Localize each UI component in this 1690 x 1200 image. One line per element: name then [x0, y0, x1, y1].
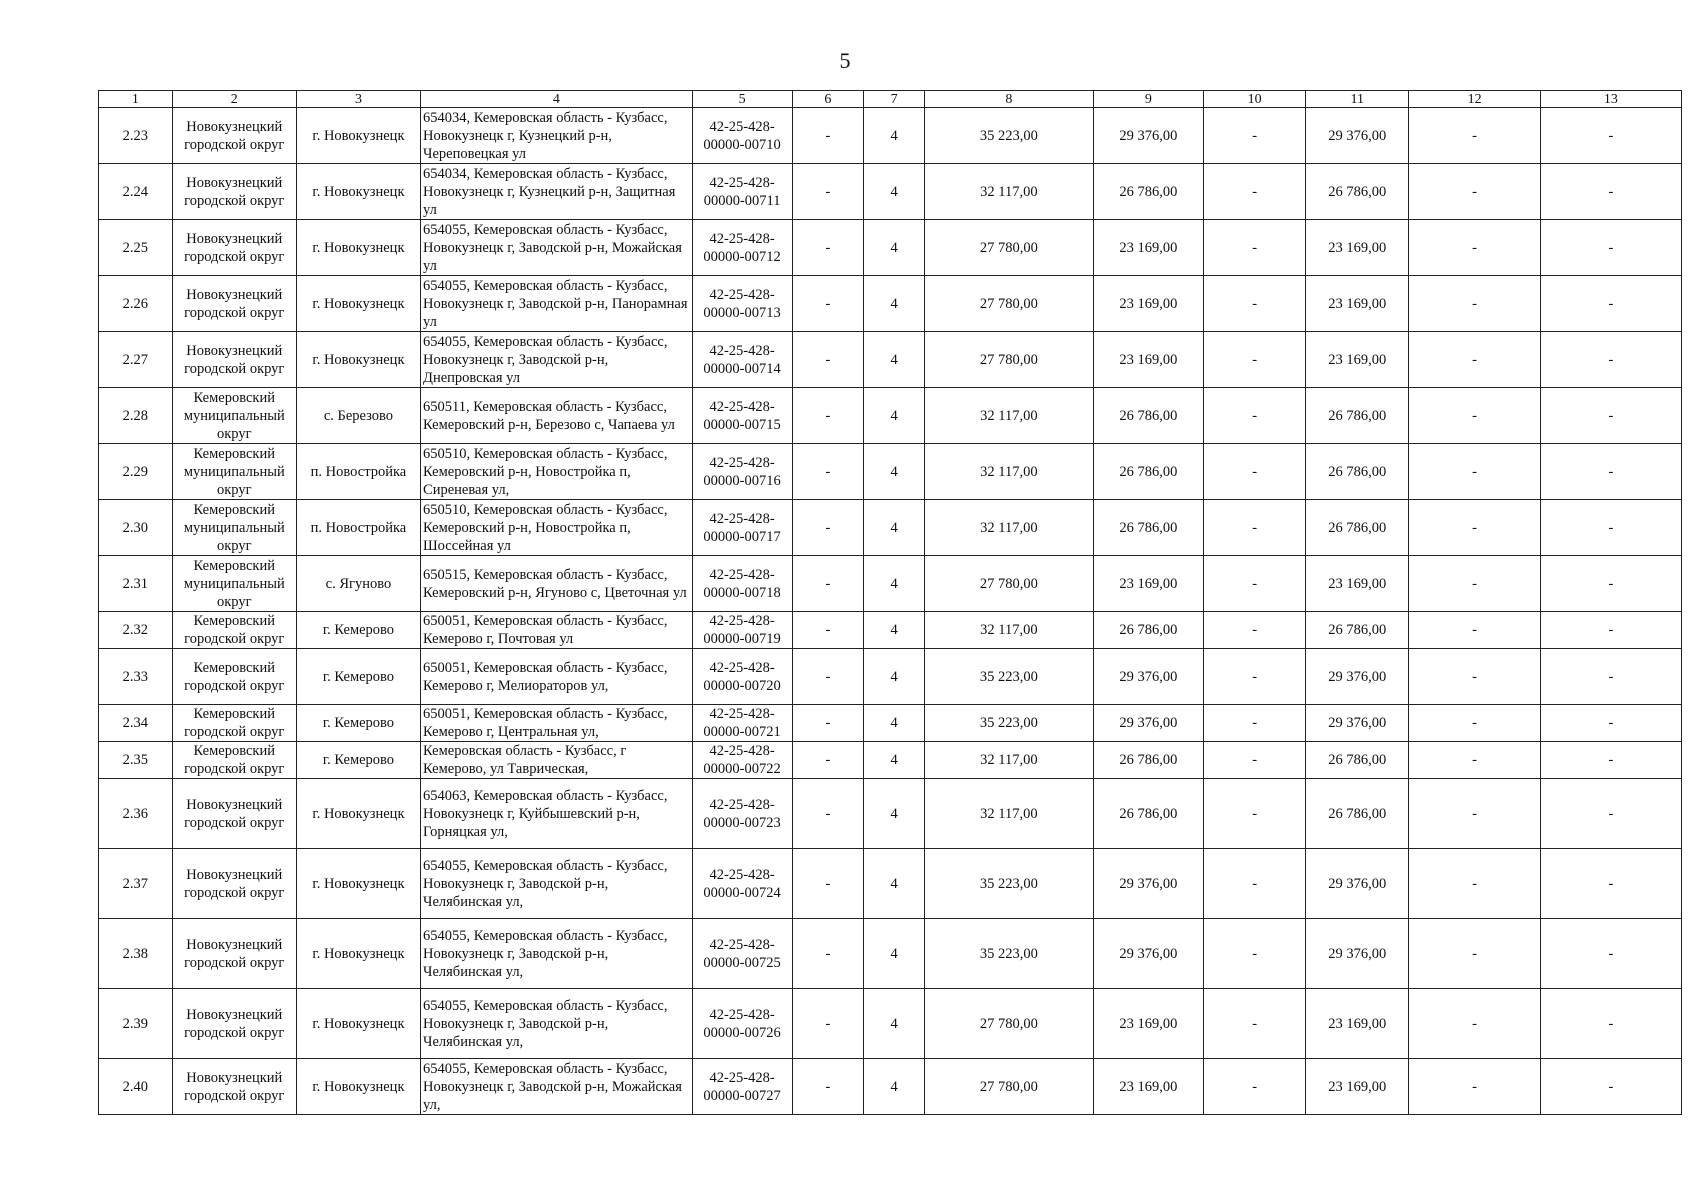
- col13-cell: -: [1540, 444, 1681, 500]
- col11-value-cell: 26 786,00: [1306, 742, 1409, 779]
- col7-cell: 4: [864, 779, 925, 849]
- col11-value-cell: 23 169,00: [1306, 332, 1409, 388]
- locality-cell: г. Кемерово: [296, 649, 420, 705]
- col10-cell: -: [1204, 1059, 1306, 1115]
- col6-cell: -: [792, 444, 864, 500]
- address-cell: 654055, Кемеровская область - Кузбасс, Новокузнецк г, Заводской р-н, Можайская ул: [421, 220, 693, 276]
- col9-value-cell: 23 169,00: [1093, 332, 1204, 388]
- col12-cell: -: [1409, 705, 1541, 742]
- col8-value-cell: 32 117,00: [925, 164, 1093, 220]
- col8-value-cell: 27 780,00: [925, 1059, 1093, 1115]
- locality-cell: г. Кемерово: [296, 705, 420, 742]
- municipal-area-cell: Новокузнецкий городской округ: [172, 332, 296, 388]
- col10-cell: -: [1204, 108, 1306, 164]
- address-cell: 650510, Кемеровская область - Кузбасс, Кемеровский р-н, Новостройка п, Сиреневая ул,: [421, 444, 693, 500]
- address-cell: 650051, Кемеровская область - Кузбасс, Кемерово г, Центральная ул,: [421, 705, 693, 742]
- address-cell: 654055, Кемеровская область - Кузбасс, Новокузнецк г, Заводской р-н, Челябинская ул,: [421, 989, 693, 1059]
- col9-value-cell: 26 786,00: [1093, 500, 1204, 556]
- col6-cell: -: [792, 742, 864, 779]
- table-row: [99, 649, 1682, 705]
- address-cell: 654055, Кемеровская область - Кузбасс, Новокузнецк г, Заводской р-н, Челябинская ул,: [421, 849, 693, 919]
- col11-value-cell: 29 376,00: [1306, 705, 1409, 742]
- row-number-cell: 2.33: [99, 649, 173, 705]
- locality-cell: с. Березово: [296, 388, 420, 444]
- row-number-cell: 2.24: [99, 164, 173, 220]
- object-code-cell: 42-25-428-00000-00724: [692, 849, 792, 919]
- col13-cell: -: [1540, 705, 1681, 742]
- col12-cell: -: [1409, 742, 1541, 779]
- col13-cell: -: [1540, 164, 1681, 220]
- col12-cell: -: [1409, 332, 1541, 388]
- municipal-area-cell: Кемеровский муниципальный округ: [172, 500, 296, 556]
- col7-cell: 4: [864, 556, 925, 612]
- row-number-cell: 2.26: [99, 276, 173, 332]
- col9-value-cell: 23 169,00: [1093, 220, 1204, 276]
- address-cell: 654055, Кемеровская область - Кузбасс, Новокузнецк г, Заводской р-н, Панорамная ул: [421, 276, 693, 332]
- locality-cell: п. Новостройка: [296, 444, 420, 500]
- object-code-cell: 42-25-428-00000-00720: [692, 649, 792, 705]
- address-cell: 654034, Кемеровская область - Кузбасс, Новокузнецк г, Кузнецкий р-н, Череповецкая ул: [421, 108, 693, 164]
- col13-cell: -: [1540, 500, 1681, 556]
- header-row: [99, 91, 1682, 108]
- table-row: [99, 742, 1682, 779]
- address-cell: 650051, Кемеровская область - Кузбасс, Кемерово г, Почтовая ул: [421, 612, 693, 649]
- col10-cell: -: [1204, 705, 1306, 742]
- municipal-area-cell: Новокузнецкий городской округ: [172, 919, 296, 989]
- object-code-cell: 42-25-428-00000-00712: [692, 220, 792, 276]
- col9-value-cell: 29 376,00: [1093, 919, 1204, 989]
- object-code-cell: 42-25-428-00000-00723: [692, 779, 792, 849]
- col8-value-cell: 32 117,00: [925, 388, 1093, 444]
- object-code-cell: 42-25-428-00000-00718: [692, 556, 792, 612]
- col6-cell: -: [792, 164, 864, 220]
- locality-cell: г. Новокузнецк: [296, 989, 420, 1059]
- row-number-cell: 2.28: [99, 388, 173, 444]
- table-row: [99, 919, 1682, 989]
- register-table: [98, 90, 1682, 1115]
- municipal-area-cell: Новокузнецкий городской округ: [172, 108, 296, 164]
- col11-value-cell: 26 786,00: [1306, 444, 1409, 500]
- locality-cell: г. Новокузнецк: [296, 332, 420, 388]
- col6-cell: -: [792, 108, 864, 164]
- col11-value-cell: 23 169,00: [1306, 556, 1409, 612]
- row-number-cell: 2.34: [99, 705, 173, 742]
- table-row: [99, 444, 1682, 500]
- municipal-area-cell: Кемеровский городской округ: [172, 742, 296, 779]
- address-cell: 654055, Кемеровская область - Кузбасс, Новокузнецк г, Заводской р-н, Челябинская ул,: [421, 919, 693, 989]
- col13-cell: -: [1540, 779, 1681, 849]
- col12-cell: -: [1409, 556, 1541, 612]
- col-header-7: 7: [864, 91, 925, 108]
- col13-cell: -: [1540, 989, 1681, 1059]
- col6-cell: -: [792, 705, 864, 742]
- locality-cell: г. Кемерово: [296, 742, 420, 779]
- col10-cell: -: [1204, 444, 1306, 500]
- col7-cell: 4: [864, 388, 925, 444]
- object-code-cell: 42-25-428-00000-00725: [692, 919, 792, 989]
- col6-cell: -: [792, 1059, 864, 1115]
- row-number-cell: 2.32: [99, 612, 173, 649]
- col12-cell: -: [1409, 220, 1541, 276]
- row-number-cell: 2.25: [99, 220, 173, 276]
- row-number-cell: 2.36: [99, 779, 173, 849]
- col9-value-cell: 26 786,00: [1093, 164, 1204, 220]
- col12-cell: -: [1409, 388, 1541, 444]
- col7-cell: 4: [864, 276, 925, 332]
- col7-cell: 4: [864, 500, 925, 556]
- municipal-area-cell: Новокузнецкий городской округ: [172, 779, 296, 849]
- municipal-area-cell: Новокузнецкий городской округ: [172, 1059, 296, 1115]
- table-row: [99, 705, 1682, 742]
- municipal-area-cell: Кемеровский городской округ: [172, 705, 296, 742]
- col12-cell: -: [1409, 1059, 1541, 1115]
- col7-cell: 4: [864, 444, 925, 500]
- col7-cell: 4: [864, 919, 925, 989]
- locality-cell: г. Новокузнецк: [296, 164, 420, 220]
- address-cell: 654055, Кемеровская область - Кузбасс, Новокузнецк г, Заводской р-н, Днепровская ул: [421, 332, 693, 388]
- col9-value-cell: 26 786,00: [1093, 742, 1204, 779]
- col8-value-cell: 27 780,00: [925, 220, 1093, 276]
- col6-cell: -: [792, 849, 864, 919]
- object-code-cell: 42-25-428-00000-00710: [692, 108, 792, 164]
- table-row: [99, 1059, 1682, 1115]
- col8-value-cell: 27 780,00: [925, 556, 1093, 612]
- col8-value-cell: 35 223,00: [925, 849, 1093, 919]
- col9-value-cell: 26 786,00: [1093, 612, 1204, 649]
- col12-cell: -: [1409, 500, 1541, 556]
- locality-cell: г. Кемерово: [296, 612, 420, 649]
- row-number-cell: 2.35: [99, 742, 173, 779]
- object-code-cell: 42-25-428-00000-00717: [692, 500, 792, 556]
- address-cell: 654034, Кемеровская область - Кузбасс, Новокузнецк г, Кузнецкий р-н, Защитная ул: [421, 164, 693, 220]
- table-row: [99, 332, 1682, 388]
- col8-value-cell: 27 780,00: [925, 276, 1093, 332]
- table-row: [99, 556, 1682, 612]
- table-row: [99, 989, 1682, 1059]
- col-header-13: 13: [1540, 91, 1681, 108]
- col6-cell: -: [792, 276, 864, 332]
- object-code-cell: 42-25-428-00000-00722: [692, 742, 792, 779]
- table-header: [99, 91, 1682, 108]
- address-cell: 654063, Кемеровская область - Кузбасс, Новокузнецк г, Куйбышевский р-н, Горняцкая ул,: [421, 779, 693, 849]
- col9-value-cell: 23 169,00: [1093, 989, 1204, 1059]
- row-number-cell: 2.30: [99, 500, 173, 556]
- col6-cell: -: [792, 779, 864, 849]
- table-row: [99, 779, 1682, 849]
- col6-cell: -: [792, 388, 864, 444]
- municipal-area-cell: Новокузнецкий городской округ: [172, 849, 296, 919]
- col11-value-cell: 29 376,00: [1306, 649, 1409, 705]
- table-row: [99, 108, 1682, 164]
- col8-value-cell: 35 223,00: [925, 705, 1093, 742]
- municipal-area-cell: Кемеровский муниципальный округ: [172, 444, 296, 500]
- col7-cell: 4: [864, 649, 925, 705]
- col6-cell: -: [792, 649, 864, 705]
- col10-cell: -: [1204, 649, 1306, 705]
- col8-value-cell: 32 117,00: [925, 444, 1093, 500]
- object-code-cell: 42-25-428-00000-00721: [692, 705, 792, 742]
- col8-value-cell: 35 223,00: [925, 649, 1093, 705]
- municipal-area-cell: Новокузнецкий городской округ: [172, 164, 296, 220]
- col-header-1: 1: [99, 91, 173, 108]
- col-header-8: 8: [925, 91, 1093, 108]
- col12-cell: -: [1409, 276, 1541, 332]
- table-row: [99, 164, 1682, 220]
- col12-cell: -: [1409, 612, 1541, 649]
- col-header-6: 6: [792, 91, 864, 108]
- row-number-cell: 2.38: [99, 919, 173, 989]
- col12-cell: -: [1409, 779, 1541, 849]
- address-cell: 650510, Кемеровская область - Кузбасс, Кемеровский р-н, Новостройка п, Шоссейная ул: [421, 500, 693, 556]
- col11-value-cell: 26 786,00: [1306, 164, 1409, 220]
- col11-value-cell: 23 169,00: [1306, 220, 1409, 276]
- col10-cell: -: [1204, 388, 1306, 444]
- col13-cell: -: [1540, 649, 1681, 705]
- col12-cell: -: [1409, 919, 1541, 989]
- municipal-area-cell: Кемеровский городской округ: [172, 612, 296, 649]
- col8-value-cell: 27 780,00: [925, 332, 1093, 388]
- locality-cell: г. Новокузнецк: [296, 1059, 420, 1115]
- col8-value-cell: 32 117,00: [925, 500, 1093, 556]
- object-code-cell: 42-25-428-00000-00714: [692, 332, 792, 388]
- address-cell: 650515, Кемеровская область - Кузбасс, Кемеровский р-н, Ягуново с, Цветочная ул: [421, 556, 693, 612]
- object-code-cell: 42-25-428-00000-00713: [692, 276, 792, 332]
- col10-cell: -: [1204, 500, 1306, 556]
- col11-value-cell: 23 169,00: [1306, 989, 1409, 1059]
- row-number-cell: 2.37: [99, 849, 173, 919]
- col13-cell: -: [1540, 108, 1681, 164]
- col10-cell: -: [1204, 989, 1306, 1059]
- address-cell: Кемеровская область - Кузбасс, г Кемерово, ул Таврическая,: [421, 742, 693, 779]
- locality-cell: п. Новостройка: [296, 500, 420, 556]
- col-header-11: 11: [1306, 91, 1409, 108]
- col-header-2: 2: [172, 91, 296, 108]
- col7-cell: 4: [864, 220, 925, 276]
- col11-value-cell: 26 786,00: [1306, 500, 1409, 556]
- col7-cell: 4: [864, 1059, 925, 1115]
- locality-cell: г. Новокузнецк: [296, 919, 420, 989]
- col10-cell: -: [1204, 164, 1306, 220]
- col8-value-cell: 35 223,00: [925, 108, 1093, 164]
- table-row: [99, 612, 1682, 649]
- col7-cell: 4: [864, 332, 925, 388]
- col7-cell: 4: [864, 612, 925, 649]
- col10-cell: -: [1204, 556, 1306, 612]
- address-cell: 650511, Кемеровская область - Кузбасс, Кемеровский р-н, Березово с, Чапаева ул: [421, 388, 693, 444]
- locality-cell: с. Ягуново: [296, 556, 420, 612]
- col9-value-cell: 23 169,00: [1093, 276, 1204, 332]
- col13-cell: -: [1540, 742, 1681, 779]
- col8-value-cell: 27 780,00: [925, 989, 1093, 1059]
- col6-cell: -: [792, 919, 864, 989]
- col13-cell: -: [1540, 612, 1681, 649]
- object-code-cell: 42-25-428-00000-00716: [692, 444, 792, 500]
- municipal-area-cell: Новокузнецкий городской округ: [172, 220, 296, 276]
- col13-cell: -: [1540, 849, 1681, 919]
- col8-value-cell: 32 117,00: [925, 742, 1093, 779]
- table-row: [99, 849, 1682, 919]
- col12-cell: -: [1409, 989, 1541, 1059]
- col-header-9: 9: [1093, 91, 1204, 108]
- row-number-cell: 2.39: [99, 989, 173, 1059]
- col10-cell: -: [1204, 332, 1306, 388]
- col13-cell: -: [1540, 556, 1681, 612]
- row-number-cell: 2.23: [99, 108, 173, 164]
- col6-cell: -: [792, 612, 864, 649]
- col11-value-cell: 26 786,00: [1306, 612, 1409, 649]
- col12-cell: -: [1409, 444, 1541, 500]
- table-row: [99, 500, 1682, 556]
- col10-cell: -: [1204, 779, 1306, 849]
- object-code-cell: 42-25-428-00000-00719: [692, 612, 792, 649]
- col7-cell: 4: [864, 849, 925, 919]
- object-code-cell: 42-25-428-00000-00726: [692, 989, 792, 1059]
- col12-cell: -: [1409, 164, 1541, 220]
- col9-value-cell: 26 786,00: [1093, 388, 1204, 444]
- locality-cell: г. Новокузнецк: [296, 220, 420, 276]
- table-body: [99, 108, 1682, 1115]
- locality-cell: г. Новокузнецк: [296, 276, 420, 332]
- col11-value-cell: 29 376,00: [1306, 108, 1409, 164]
- col7-cell: 4: [864, 989, 925, 1059]
- col12-cell: -: [1409, 849, 1541, 919]
- col11-value-cell: 23 169,00: [1306, 1059, 1409, 1115]
- col12-cell: -: [1409, 649, 1541, 705]
- col8-value-cell: 32 117,00: [925, 779, 1093, 849]
- col8-value-cell: 35 223,00: [925, 919, 1093, 989]
- object-code-cell: 42-25-428-00000-00727: [692, 1059, 792, 1115]
- row-number-cell: 2.40: [99, 1059, 173, 1115]
- row-number-cell: 2.31: [99, 556, 173, 612]
- col13-cell: -: [1540, 1059, 1681, 1115]
- col11-value-cell: 29 376,00: [1306, 919, 1409, 989]
- col9-value-cell: 26 786,00: [1093, 779, 1204, 849]
- col6-cell: -: [792, 332, 864, 388]
- col10-cell: -: [1204, 742, 1306, 779]
- col13-cell: -: [1540, 220, 1681, 276]
- col9-value-cell: 29 376,00: [1093, 108, 1204, 164]
- object-code-cell: 42-25-428-00000-00711: [692, 164, 792, 220]
- col6-cell: -: [792, 989, 864, 1059]
- col9-value-cell: 29 376,00: [1093, 849, 1204, 919]
- col11-value-cell: 23 169,00: [1306, 276, 1409, 332]
- address-cell: 650051, Кемеровская область - Кузбасс, Кемерово г, Мелиораторов ул,: [421, 649, 693, 705]
- address-cell: 654055, Кемеровская область - Кузбасс, Новокузнецк г, Заводской р-н, Можайская ул,: [421, 1059, 693, 1115]
- col9-value-cell: 29 376,00: [1093, 649, 1204, 705]
- col8-value-cell: 32 117,00: [925, 612, 1093, 649]
- locality-cell: г. Новокузнецк: [296, 849, 420, 919]
- col6-cell: -: [792, 500, 864, 556]
- row-number-cell: 2.29: [99, 444, 173, 500]
- col9-value-cell: 26 786,00: [1093, 444, 1204, 500]
- col11-value-cell: 29 376,00: [1306, 849, 1409, 919]
- col7-cell: 4: [864, 164, 925, 220]
- col10-cell: -: [1204, 612, 1306, 649]
- col7-cell: 4: [864, 742, 925, 779]
- municipal-area-cell: Кемеровский муниципальный округ: [172, 388, 296, 444]
- col11-value-cell: 26 786,00: [1306, 388, 1409, 444]
- col13-cell: -: [1540, 332, 1681, 388]
- col9-value-cell: 23 169,00: [1093, 556, 1204, 612]
- municipal-area-cell: Новокузнецкий городской округ: [172, 276, 296, 332]
- locality-cell: г. Новокузнецк: [296, 779, 420, 849]
- col9-value-cell: 29 376,00: [1093, 705, 1204, 742]
- object-code-cell: 42-25-428-00000-00715: [692, 388, 792, 444]
- col9-value-cell: 23 169,00: [1093, 1059, 1204, 1115]
- col10-cell: -: [1204, 276, 1306, 332]
- table-row: [99, 220, 1682, 276]
- col13-cell: -: [1540, 388, 1681, 444]
- col-header-12: 12: [1409, 91, 1541, 108]
- table-row: [99, 276, 1682, 332]
- col6-cell: -: [792, 220, 864, 276]
- municipal-area-cell: Новокузнецкий городской округ: [172, 989, 296, 1059]
- municipal-area-cell: Кемеровский городской округ: [172, 649, 296, 705]
- col12-cell: -: [1409, 108, 1541, 164]
- col-header-5: 5: [692, 91, 792, 108]
- locality-cell: г. Новокузнецк: [296, 108, 420, 164]
- col7-cell: 4: [864, 108, 925, 164]
- table-row: [99, 388, 1682, 444]
- col13-cell: -: [1540, 276, 1681, 332]
- col10-cell: -: [1204, 919, 1306, 989]
- row-number-cell: 2.27: [99, 332, 173, 388]
- col10-cell: -: [1204, 849, 1306, 919]
- municipal-area-cell: Кемеровский муниципальный округ: [172, 556, 296, 612]
- col-header-10: 10: [1204, 91, 1306, 108]
- col7-cell: 4: [864, 705, 925, 742]
- col13-cell: -: [1540, 919, 1681, 989]
- page-number: 5: [839, 48, 851, 73]
- col-header-4: 4: [421, 91, 693, 108]
- col-header-3: 3: [296, 91, 420, 108]
- col10-cell: -: [1204, 220, 1306, 276]
- col6-cell: -: [792, 556, 864, 612]
- col11-value-cell: 26 786,00: [1306, 779, 1409, 849]
